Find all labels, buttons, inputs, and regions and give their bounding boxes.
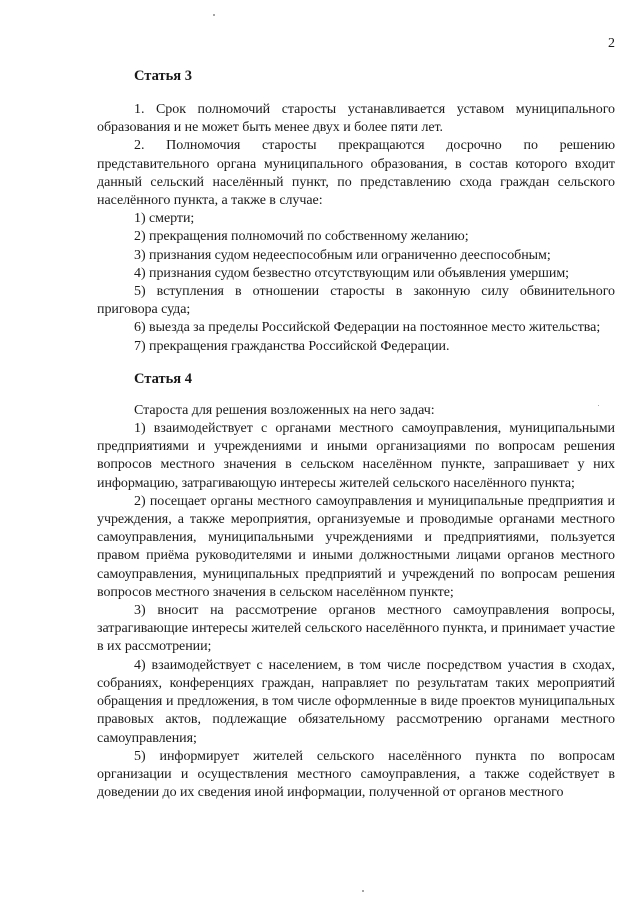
list-item: 1) взаимодействует с органами местного самоуправления, муниципальными предприятиями и учреждениями и иными организациями по вопросам решения вопросов местного значения в сельском населённом пункте, запрашивает у них информацию, затрагивающую интересы жителей сельского населённого пункта;: [97, 421, 615, 491]
list-item: 3) вносит на рассмотрение органов местного самоуправления вопросы, затрагивающие интересы жителей сельского населённого пункта, и принимает участие в их рассмотрении;: [97, 603, 615, 655]
page-number: 2: [608, 36, 615, 51]
paragraph: Староста для решения возложенных на него задач:: [134, 402, 435, 418]
list-item: 1) смерти;: [134, 211, 195, 227]
paragraph: 1. Срок полномочий старосты устанавливается уставом муниципального образования и не может быть менее двух и более пяти лет.: [97, 102, 615, 136]
document-body: [97, 68, 615, 802]
article-3: [97, 68, 615, 356]
scan-speck: [362, 890, 364, 892]
list-item: 5) вступления в отношении старосты в законную силу обвинительного приговора суда;: [97, 284, 615, 318]
list-item: 2) посещает органы местного самоуправления и муниципальные предприятия и учреждения, а также мероприятия, организуемые и проводимые органами местного самоуправления, муниципальными учреждениями и предприятиями, пользуется правом приёма руководителями и иными должностными лицами органов местного самоуправления, муниципальных предприятий и учреждений по вопросам решения вопросов местного значения в сельском населённом пункте;: [97, 493, 615, 600]
list-item: 4) признания судом безвестно отсутствующим или объявления умершим;: [134, 265, 570, 281]
list-item: 3) признания судом недееспособным или ограниченно дееспособным;: [134, 247, 551, 263]
paragraph: 2. Полномочия старосты прекращаются досрочно по решению представительного органа муниципального образования, в состав которого входит данный сельский населённый пункт, по представлению схода граждан сельского населённого пункта, а также в случае:: [97, 138, 615, 209]
scan-speck: [213, 14, 215, 16]
list-item: 6) выезда за пределы Российской Федерации на постоянное место жительства;: [134, 320, 601, 336]
article-heading: Статья 4: [134, 370, 192, 387]
list-item: 4) взаимодействует с населением, в том числе посредством участия в сходах, собраниях, конференциях граждан, направляет по результатам таких мероприятий обращения и предложения, в том числе оформленные в виде проектов муниципальных правовых актов, подлежащие обязательному рассмотрению органами местного самоуправления;: [97, 657, 615, 746]
article-heading: Статья 3: [134, 68, 192, 84]
list-item: 2) прекращения полномочий по собственному желанию;: [134, 229, 469, 245]
scan-speck: [598, 405, 599, 406]
list-item: 5) информирует жителей сельского населённого пункта по вопросам организации и осуществления местного самоуправления, а также содействует в доведении до их сведения иной информации, полученной от органов местного: [97, 748, 615, 801]
list-item: 7) прекращения гражданства Российской Федерации.: [134, 338, 450, 354]
article-4: [97, 371, 615, 802]
